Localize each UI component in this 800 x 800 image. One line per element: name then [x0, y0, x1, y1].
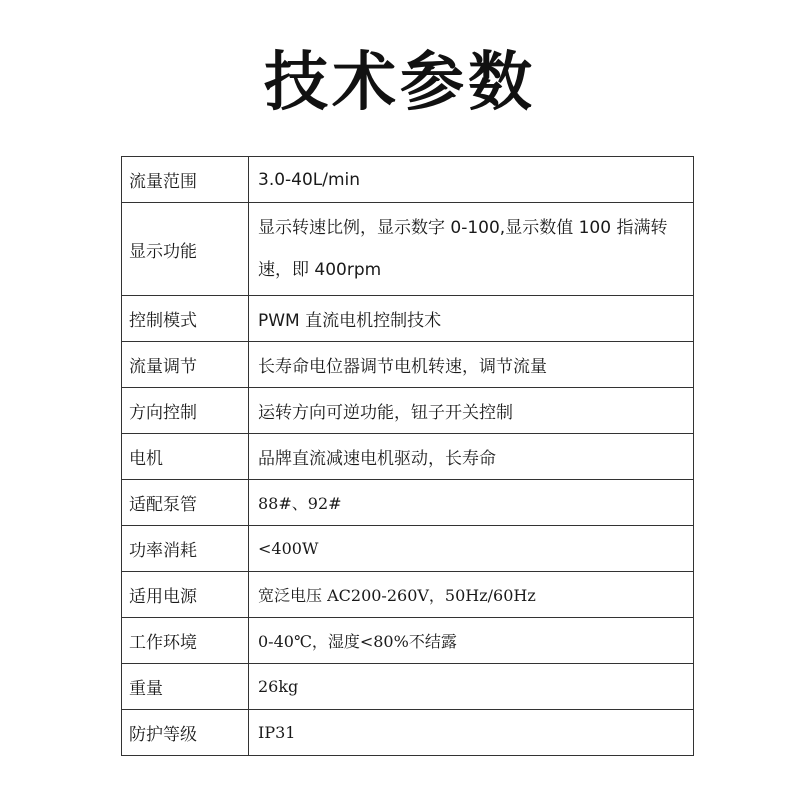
spec-label: 电机 — [122, 434, 249, 480]
spec-label: 流量调节 — [122, 342, 249, 388]
spec-value: 88#、92# — [249, 480, 694, 526]
spec-row-motor — [122, 434, 694, 480]
page-title: 技术参数 — [264, 46, 536, 120]
spec-label: 工作环境 — [122, 618, 249, 664]
spec-value: 显示转速比例，显示数字 0-100,显示数值 100 指满转速，即 400rpm — [249, 203, 694, 296]
spec-value: 运转方向可逆功能，钮子开关控制 — [249, 388, 694, 434]
spec-label: 适配泵管 — [122, 480, 249, 526]
spec-label: 显示功能 — [122, 203, 249, 296]
spec-value: 26kg — [249, 664, 694, 710]
spec-value: IP31 — [249, 710, 694, 756]
spec-label: 方向控制 — [122, 388, 249, 434]
spec-value: 0-40℃，湿度<80%不结露 — [249, 618, 694, 664]
spec-row-power — [122, 526, 694, 572]
spec-row-protection — [122, 710, 694, 756]
spec-label: 防护等级 — [122, 710, 249, 756]
spec-row-display — [122, 203, 694, 296]
spec-row-control-mode — [122, 296, 694, 342]
spec-row-flow-adjust — [122, 342, 694, 388]
spec-value: PWM 直流电机控制技术 — [249, 296, 694, 342]
spec-row-weight — [122, 664, 694, 710]
spec-label: 功率消耗 — [122, 526, 249, 572]
spec-value: <400W — [249, 526, 694, 572]
spec-label: 流量范围 — [122, 157, 249, 203]
spec-value: 长寿命电位器调节电机转速，调节流量 — [249, 342, 694, 388]
spec-row-direction — [122, 388, 694, 434]
spec-row-pump-tube — [122, 480, 694, 526]
spec-table — [121, 156, 694, 756]
spec-value: 3.0-40L/min — [249, 157, 694, 203]
spec-value: 宽泛电压 AC200-260V，50Hz/60Hz — [249, 572, 694, 618]
spec-label: 控制模式 — [122, 296, 249, 342]
spec-row-power-supply — [122, 572, 694, 618]
spec-row-environment — [122, 618, 694, 664]
spec-value: 品牌直流减速电机驱动，长寿命 — [249, 434, 694, 480]
spec-label: 适用电源 — [122, 572, 249, 618]
spec-row-flow-range — [122, 157, 694, 203]
spec-label: 重量 — [122, 664, 249, 710]
